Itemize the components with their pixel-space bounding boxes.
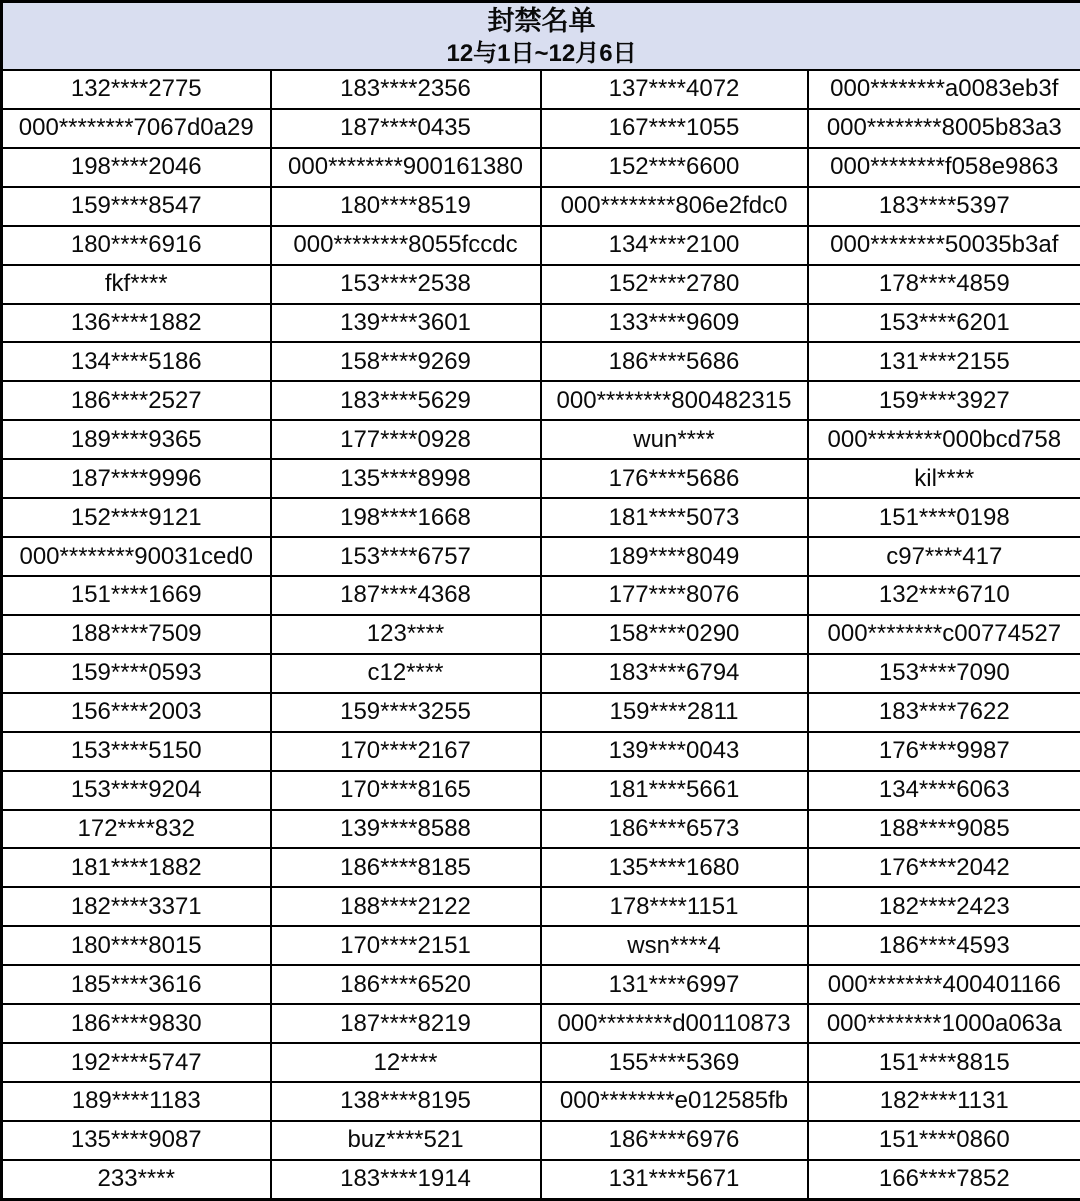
ban-entry-cell: 133****9609 <box>541 304 808 343</box>
ban-entry-cell: 186****6520 <box>271 965 541 1004</box>
ban-entry-cell: 177****8076 <box>541 576 808 615</box>
ban-entry-cell: 158****0290 <box>541 615 808 654</box>
ban-entry-cell: 131****6997 <box>541 965 808 1004</box>
ban-entry-cell: 138****8195 <box>271 1082 541 1121</box>
ban-entry-cell: buz****521 <box>271 1121 541 1160</box>
ban-entry-cell: 178****1151 <box>541 887 808 926</box>
table-row <box>2 693 1080 732</box>
table-row <box>2 459 1080 498</box>
ban-entry-cell: 000********8055fccdc <box>271 226 541 265</box>
table-row <box>2 887 1080 926</box>
ban-entry-cell: 137****4072 <box>541 70 808 109</box>
ban-entry-cell: 139****3601 <box>271 304 541 343</box>
header-cell <box>2 2 1080 71</box>
ban-entry-cell: 000********900161380 <box>271 148 541 187</box>
ban-entry-cell: 198****2046 <box>2 148 271 187</box>
ban-entry-cell: 000********e012585fb <box>541 1082 808 1121</box>
ban-entry-cell: 186****2527 <box>2 381 271 420</box>
table-row <box>2 265 1080 304</box>
ban-entry-cell: 000********7067d0a29 <box>2 109 271 148</box>
ban-entry-cell: 176****5686 <box>541 459 808 498</box>
ban-entry-cell: 159****3927 <box>808 381 1080 420</box>
ban-entry-cell: 000********800482315 <box>541 381 808 420</box>
ban-entry-cell: 155****5369 <box>541 1043 808 1082</box>
ban-entry-cell: c12**** <box>271 654 541 693</box>
ban-entry-cell: 188****9085 <box>808 810 1080 849</box>
ban-entry-cell: 177****0928 <box>271 420 541 459</box>
ban-entry-cell: 192****5747 <box>2 1043 271 1082</box>
page-title: 封禁名单 <box>487 6 596 36</box>
ban-entry-cell: 185****3616 <box>2 965 271 1004</box>
ban-entry-cell: 172****832 <box>2 810 271 849</box>
ban-entry-cell: 131****2155 <box>808 342 1080 381</box>
table-row <box>2 965 1080 1004</box>
ban-entry-cell: 183****5629 <box>271 381 541 420</box>
ban-entry-cell: 166****7852 <box>808 1160 1080 1200</box>
ban-entry-cell: 139****8588 <box>271 810 541 849</box>
ban-entry-cell: 153****5150 <box>2 732 271 771</box>
ban-entry-cell: 186****9830 <box>2 1004 271 1043</box>
ban-entry-cell: 198****1668 <box>271 498 541 537</box>
ban-entry-cell: 131****5671 <box>541 1160 808 1200</box>
ban-entry-cell: wun**** <box>541 420 808 459</box>
ban-entry-cell: kil**** <box>808 459 1080 498</box>
ban-entry-cell: 152****9121 <box>2 498 271 537</box>
table-row <box>2 148 1080 187</box>
table-row <box>2 109 1080 148</box>
ban-entry-cell: 153****9204 <box>2 771 271 810</box>
ban-entry-cell: 181****5073 <box>541 498 808 537</box>
ban-entry-cell: 153****2538 <box>271 265 541 304</box>
ban-entry-cell: 158****9269 <box>271 342 541 381</box>
table-row <box>2 615 1080 654</box>
ban-entry-cell: 000********50035b3af <box>808 226 1080 265</box>
ban-entry-cell: 151****8815 <box>808 1043 1080 1082</box>
ban-entry-cell: 151****0860 <box>808 1121 1080 1160</box>
ban-entry-cell: 000********a0083eb3f <box>808 70 1080 109</box>
table-row <box>2 1043 1080 1082</box>
ban-entry-cell: 135****1680 <box>541 848 808 887</box>
ban-entry-cell: 186****6573 <box>541 810 808 849</box>
ban-entry-cell: 000********f058e9863 <box>808 148 1080 187</box>
ban-entry-cell: 186****5686 <box>541 342 808 381</box>
ban-entry-cell: 000********90031ced0 <box>2 537 271 576</box>
ban-entry-cell: 156****2003 <box>2 693 271 732</box>
ban-entry-cell: 000********1000a063a <box>808 1004 1080 1043</box>
ban-entry-cell: 000********000bcd758 <box>808 420 1080 459</box>
ban-entry-cell: 176****2042 <box>808 848 1080 887</box>
ban-entry-cell: 189****9365 <box>2 420 271 459</box>
ban-entry-cell: 135****9087 <box>2 1121 271 1160</box>
ban-entry-cell: 183****1914 <box>271 1160 541 1200</box>
ban-entry-cell: 170****8165 <box>271 771 541 810</box>
ban-entry-cell: 134****5186 <box>2 342 271 381</box>
table-row <box>2 1121 1080 1160</box>
table-row <box>2 732 1080 771</box>
ban-entry-cell: 188****7509 <box>2 615 271 654</box>
ban-entry-cell: 182****2423 <box>808 887 1080 926</box>
table-row <box>2 1004 1080 1043</box>
ban-entry-cell: 000********8005b83a3 <box>808 109 1080 148</box>
ban-entry-cell: fkf**** <box>2 265 271 304</box>
ban-entry-cell: 178****4859 <box>808 265 1080 304</box>
ban-entry-cell: 187****8219 <box>271 1004 541 1043</box>
ban-entry-cell: 170****2151 <box>271 926 541 965</box>
table-row <box>2 226 1080 265</box>
ban-entry-cell: 167****1055 <box>541 109 808 148</box>
ban-entry-cell: wsn****4 <box>541 926 808 965</box>
ban-entry-cell: 153****7090 <box>808 654 1080 693</box>
table-row <box>2 420 1080 459</box>
ban-entry-cell: 189****1183 <box>2 1082 271 1121</box>
ban-entry-cell: 186****6976 <box>541 1121 808 1160</box>
table-row <box>2 771 1080 810</box>
ban-entry-cell: 132****2775 <box>2 70 271 109</box>
ban-entry-cell: 139****0043 <box>541 732 808 771</box>
ban-entry-cell: 159****8547 <box>2 187 271 226</box>
ban-entry-cell: 151****1669 <box>2 576 271 615</box>
ban-entry-cell: 151****0198 <box>808 498 1080 537</box>
ban-entry-cell: c97****417 <box>808 537 1080 576</box>
ban-entry-cell: 182****3371 <box>2 887 271 926</box>
header-row <box>2 2 1080 71</box>
ban-entry-cell: 152****2780 <box>541 265 808 304</box>
table-row <box>2 1082 1080 1121</box>
table-row <box>2 654 1080 693</box>
ban-entry-cell: 187****9996 <box>2 459 271 498</box>
ban-entry-cell: 183****2356 <box>271 70 541 109</box>
ban-entry-cell: 153****6201 <box>808 304 1080 343</box>
ban-entry-cell: 181****1882 <box>2 848 271 887</box>
ban-entry-cell: 136****1882 <box>2 304 271 343</box>
ban-entry-cell: 132****6710 <box>808 576 1080 615</box>
ban-entry-cell: 159****2811 <box>541 693 808 732</box>
ban-entry-cell: 188****2122 <box>271 887 541 926</box>
ban-entry-cell: 233**** <box>2 1160 271 1200</box>
table-row <box>2 381 1080 420</box>
ban-entry-cell: 000********c00774527 <box>808 615 1080 654</box>
ban-entry-cell: 12**** <box>271 1043 541 1082</box>
table-row <box>2 537 1080 576</box>
table-row <box>2 1160 1080 1200</box>
table-row <box>2 848 1080 887</box>
ban-entry-cell: 182****1131 <box>808 1082 1080 1121</box>
table-row <box>2 926 1080 965</box>
ban-entry-cell: 134****2100 <box>541 226 808 265</box>
ban-entry-cell: 159****3255 <box>271 693 541 732</box>
ban-entry-cell: 170****2167 <box>271 732 541 771</box>
ban-entry-cell: 152****6600 <box>541 148 808 187</box>
ban-entry-cell: 187****0435 <box>271 109 541 148</box>
table-row <box>2 498 1080 537</box>
ban-entry-cell: 187****4368 <box>271 576 541 615</box>
ban-entry-cell: 000********d00110873 <box>541 1004 808 1043</box>
ban-entry-cell: 180****8015 <box>2 926 271 965</box>
ban-entry-cell: 180****8519 <box>271 187 541 226</box>
table-header <box>2 2 1080 71</box>
ban-entry-cell: 134****6063 <box>808 771 1080 810</box>
ban-entry-cell: 181****5661 <box>541 771 808 810</box>
ban-table-body <box>2 70 1080 1200</box>
ban-entry-cell: 135****8998 <box>271 459 541 498</box>
ban-entry-cell: 159****0593 <box>2 654 271 693</box>
ban-entry-cell: 186****8185 <box>271 848 541 887</box>
date-range-subtitle: 12与1日~12月6日 <box>446 40 637 67</box>
ban-entry-cell: 123**** <box>271 615 541 654</box>
ban-entry-cell: 189****8049 <box>541 537 808 576</box>
ban-entry-cell: 000********400401166 <box>808 965 1080 1004</box>
table-row <box>2 342 1080 381</box>
ban-entry-cell: 176****9987 <box>808 732 1080 771</box>
ban-entry-cell: 186****4593 <box>808 926 1080 965</box>
ban-entry-cell: 183****6794 <box>541 654 808 693</box>
table-row <box>2 304 1080 343</box>
table-row <box>2 576 1080 615</box>
ban-entry-cell: 180****6916 <box>2 226 271 265</box>
ban-entry-cell: 153****6757 <box>271 537 541 576</box>
table-row <box>2 70 1080 109</box>
table-row <box>2 187 1080 226</box>
ban-entry-cell: 183****7622 <box>808 693 1080 732</box>
ban-entry-cell: 183****5397 <box>808 187 1080 226</box>
table-row <box>2 810 1080 849</box>
ban-entry-cell: 000********806e2fdc0 <box>541 187 808 226</box>
